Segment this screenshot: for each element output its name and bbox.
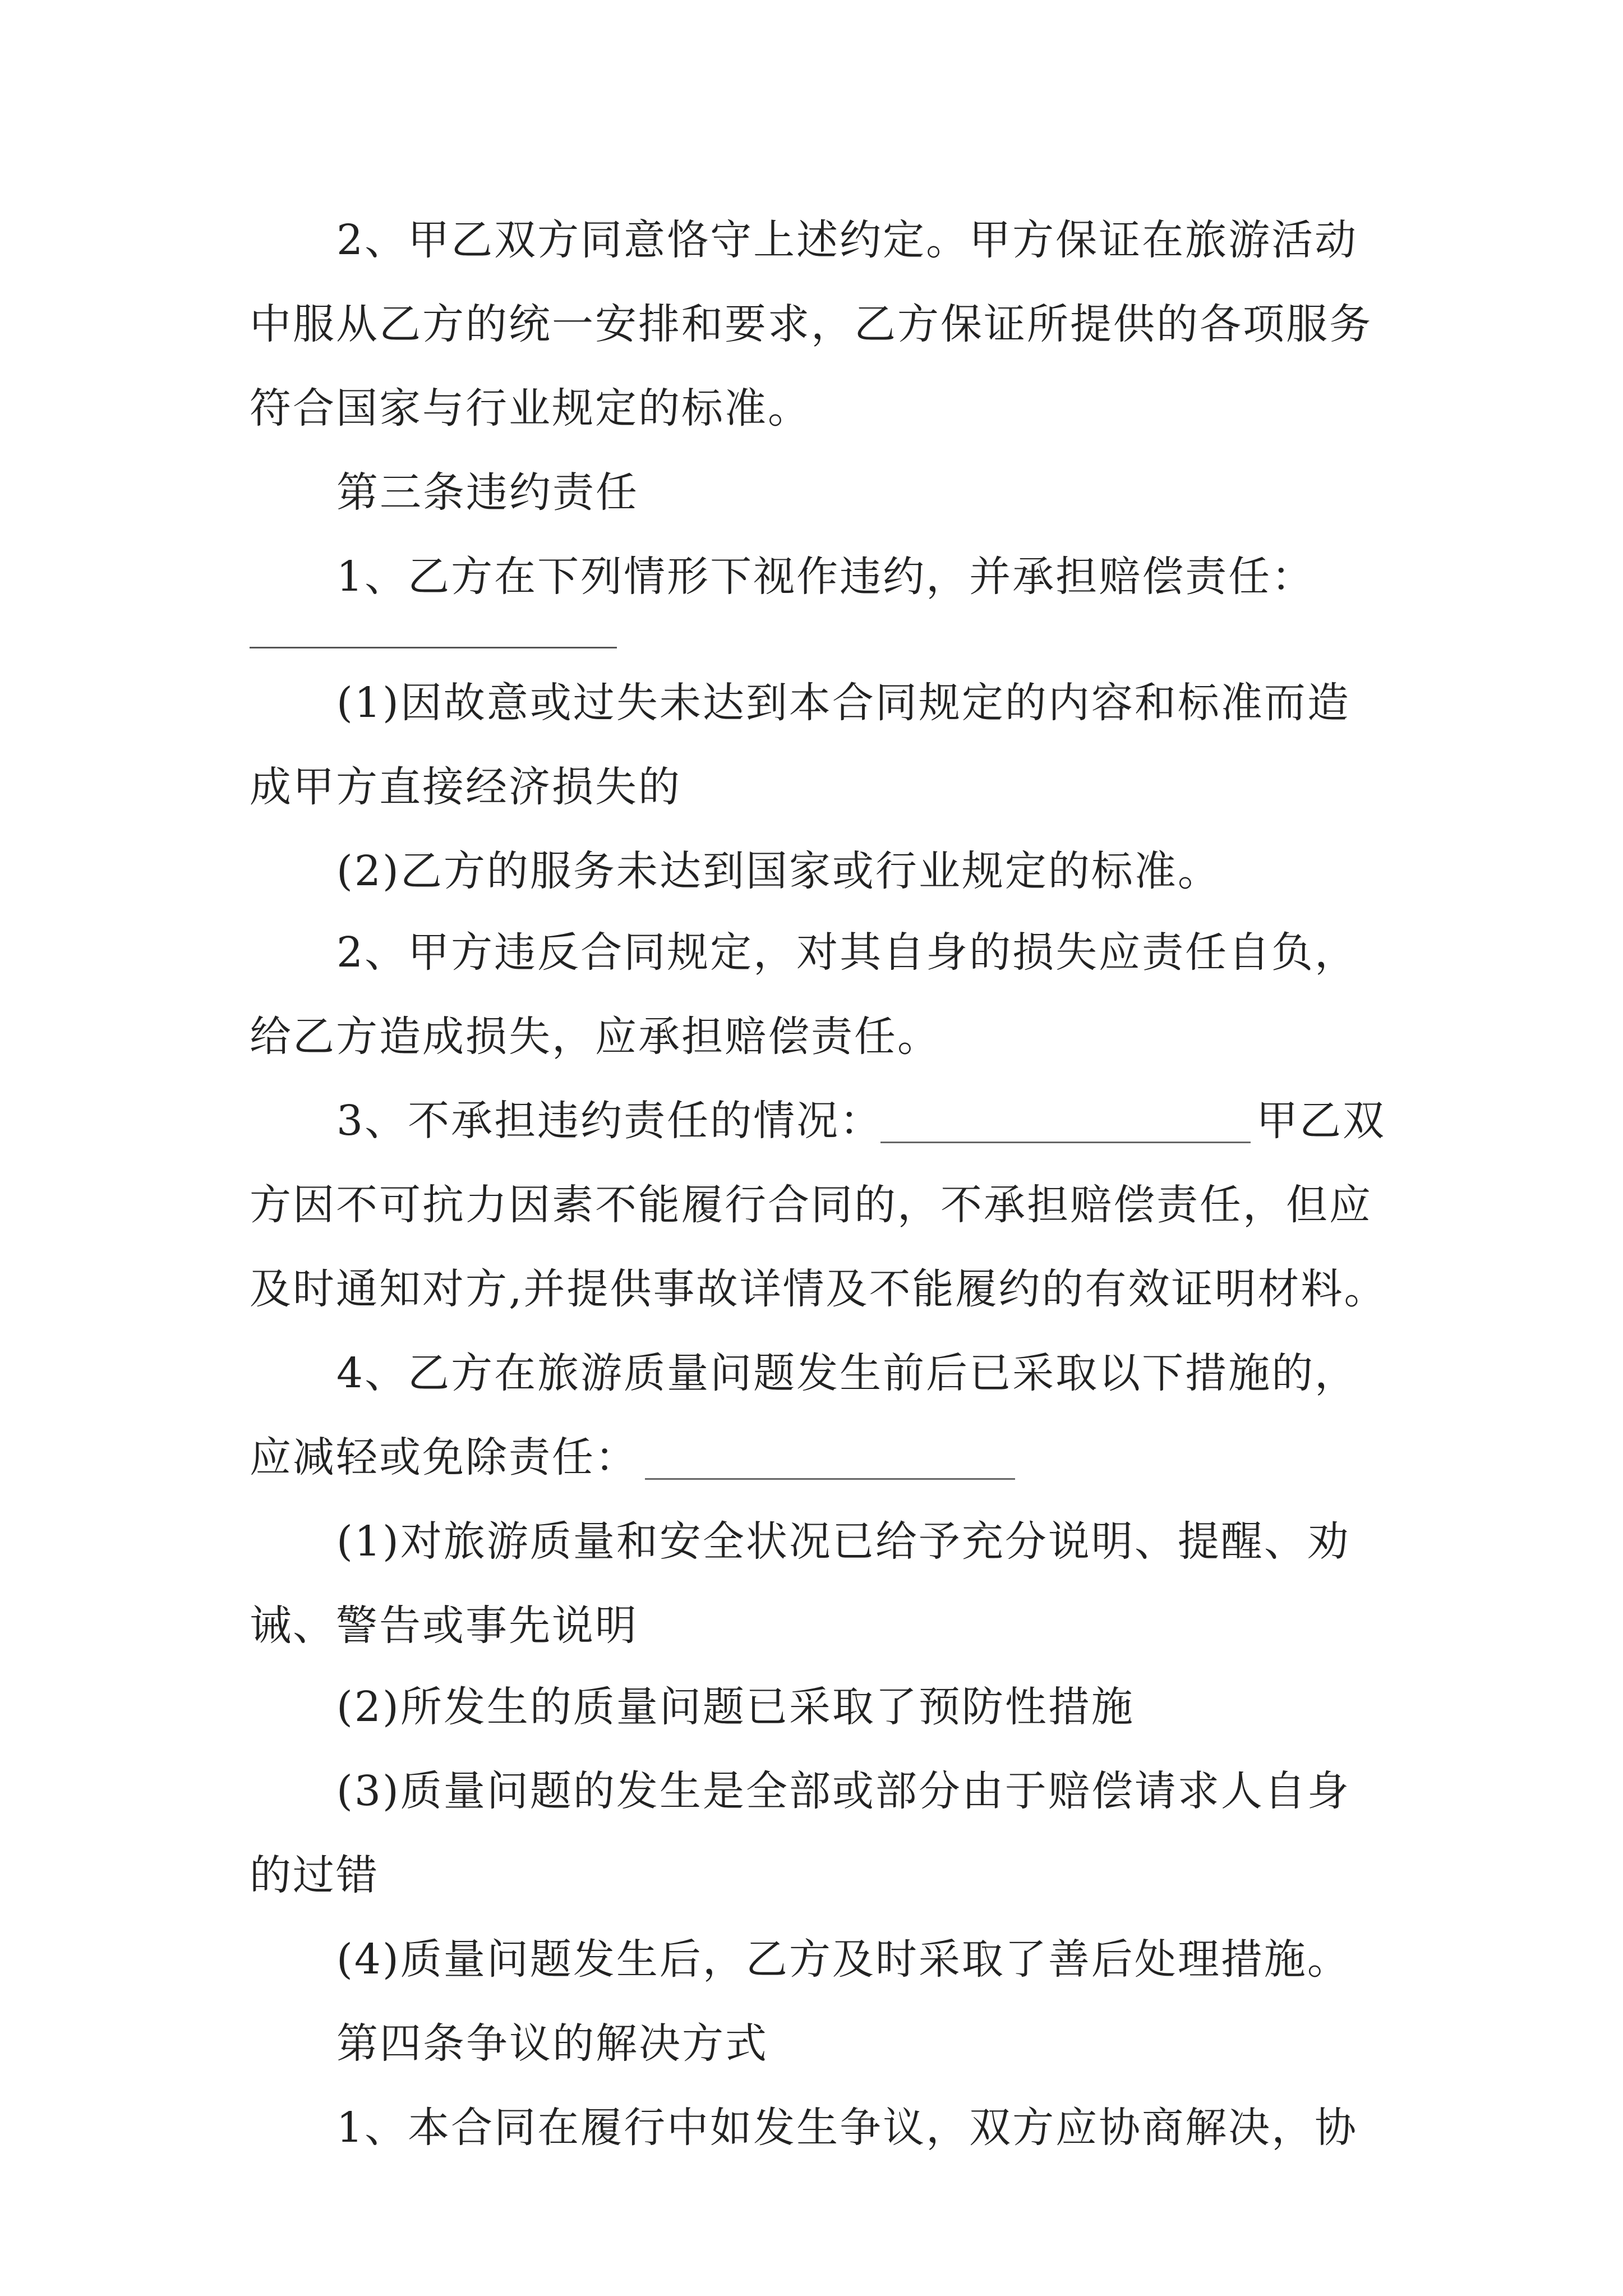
text-line: (1)对旅游质量和安全状况已给予充分说明、提醒、劝 [336,1517,1350,1566]
text-line: (1)因故意或过失未达到本合同规定的内容和标准而造 [336,679,1350,727]
fill-in-blank[interactable] [880,1108,1251,1143]
fill-in-blank[interactable] [645,1444,1015,1480]
text-line: 2、甲方违反合同规定，对其自身的损失应责任自负， [336,928,1358,977]
section-heading-article-4: 第四条争议的解决方式 [336,2019,768,2068]
text-line: 符合国家与行业规定的标准。 [250,384,811,432]
text-line: 诫、警告或事先说明 [250,1602,638,1650]
paragraph-item-2-prevention: (2)所发生的质量问题已采取了预防性措施 [336,1683,1135,1731]
paragraph-item-2-service-standard: (2)乙方的服务未达到国家或行业规定的标准。 [336,847,1221,895]
text-line: 成甲方直接经济损失的 [250,763,681,811]
horizontal-divider [250,647,617,648]
text-line: 中服从乙方的统一安排和要求，乙方保证所提供的各项服务 [250,300,1372,348]
paragraph-item-4-aftercare: (4)质量问题发生后，乙方及时采取了善后处理措施。 [336,1935,1350,1984]
paragraph-clause-1-breach: 1、乙方在下列情形下视作违约，并承担赔偿责任： [336,553,1315,601]
text-line: 3、不承担违约责任的情况： [336,1097,883,1145]
paragraph-clause-1-dispute: 1、本合同在履行中如发生争议，双方应协商解决，协 [336,2104,1358,2152]
text-line: (3)质量问题的发生是全部或部分由于赔偿请求人自身 [336,1767,1350,1815]
text-line: 2、甲乙双方同意恪守上述约定。甲方保证在旅游活动 [336,216,1358,264]
text-line: 方因不可抗力因素不能履行合同的，不承担赔偿责任，但应 [250,1181,1372,1229]
text-line: 给乙方造成损失，应承担赔偿责任。 [250,1013,940,1061]
text-line: 甲乙双 [1256,1097,1386,1145]
text-line: 及时通知对方,并提供事故详情及不能履约的有效证明材料。 [250,1265,1387,1313]
text-line: 的过错 [250,1851,379,1899]
text-line: 应减轻或免除责任： [250,1433,638,1481]
section-heading-article-3: 第三条违约责任 [336,468,639,517]
text-line: 4、乙方在旅游质量问题发生前后已采取以下措施的， [336,1349,1358,1397]
